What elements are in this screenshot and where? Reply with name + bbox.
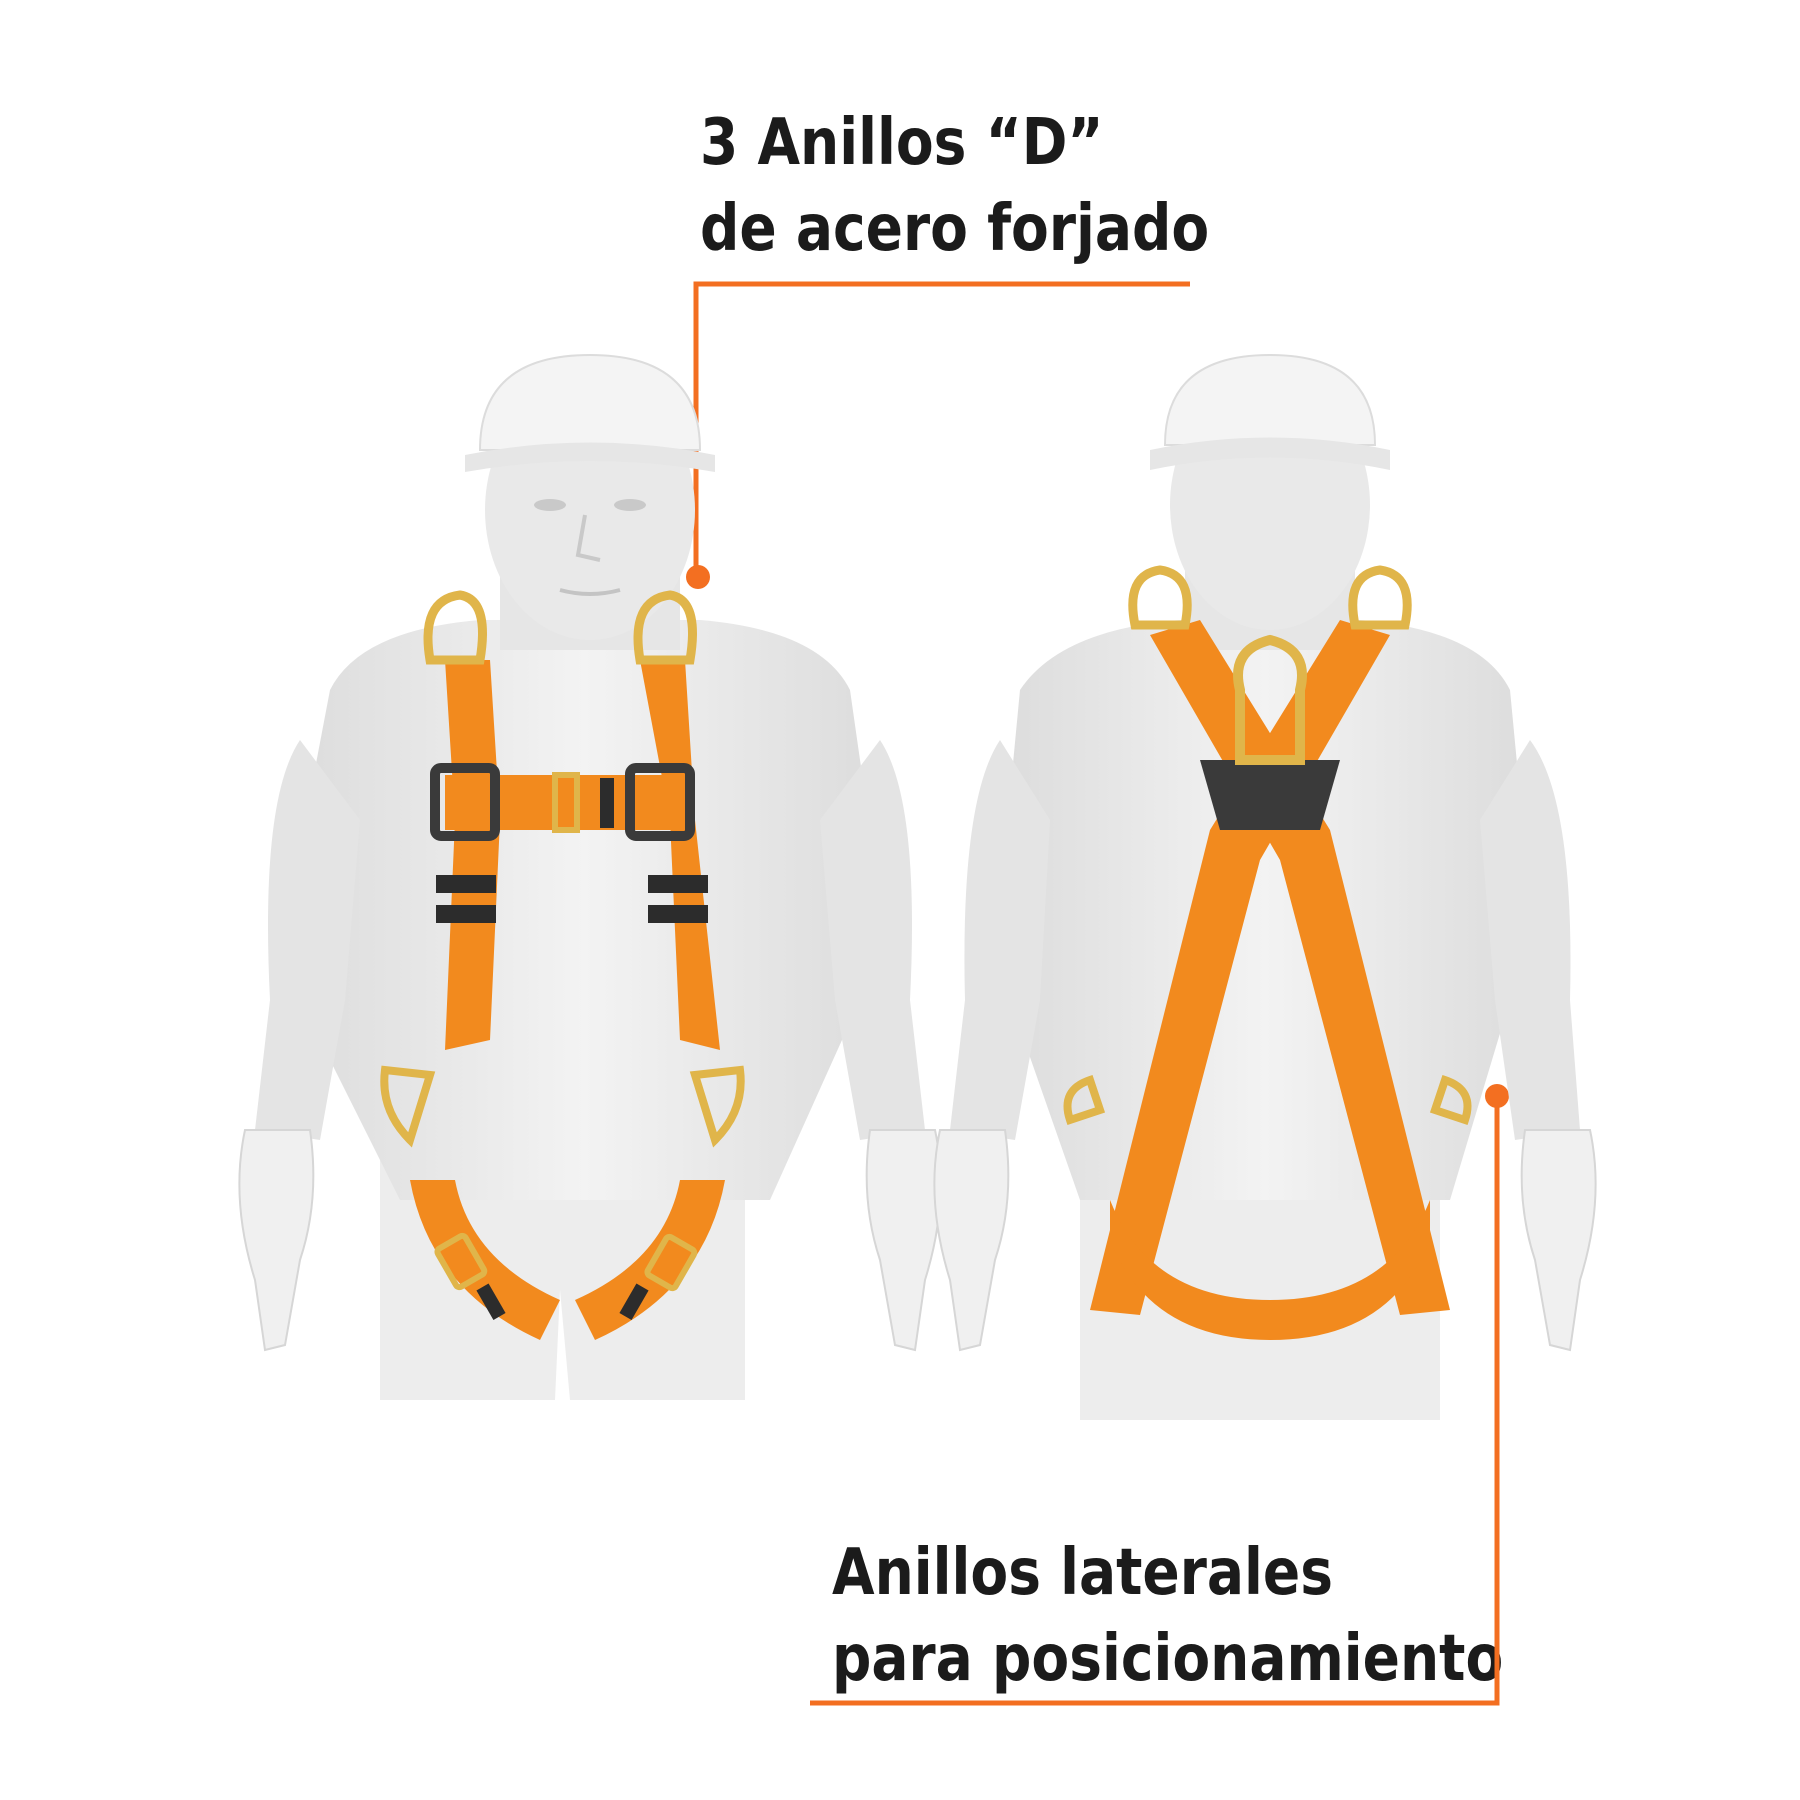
callout-bottom-line1: Anillos laterales: [832, 1536, 1334, 1610]
callout-bottom-line2: para posicionamiento: [832, 1622, 1504, 1696]
leader-dot-top: [686, 565, 710, 589]
d-ring-icon: [1353, 570, 1407, 625]
callout-top-line2: de acero forjado: [700, 192, 1210, 266]
callout-leader-top: [686, 284, 1190, 589]
leader-dot-bottom: [1485, 1084, 1509, 1108]
d-ring-icon: [1133, 570, 1187, 625]
front-mannequin: [239, 355, 940, 1400]
callout-top-line1: 3 Anillos “D”: [700, 106, 1104, 180]
